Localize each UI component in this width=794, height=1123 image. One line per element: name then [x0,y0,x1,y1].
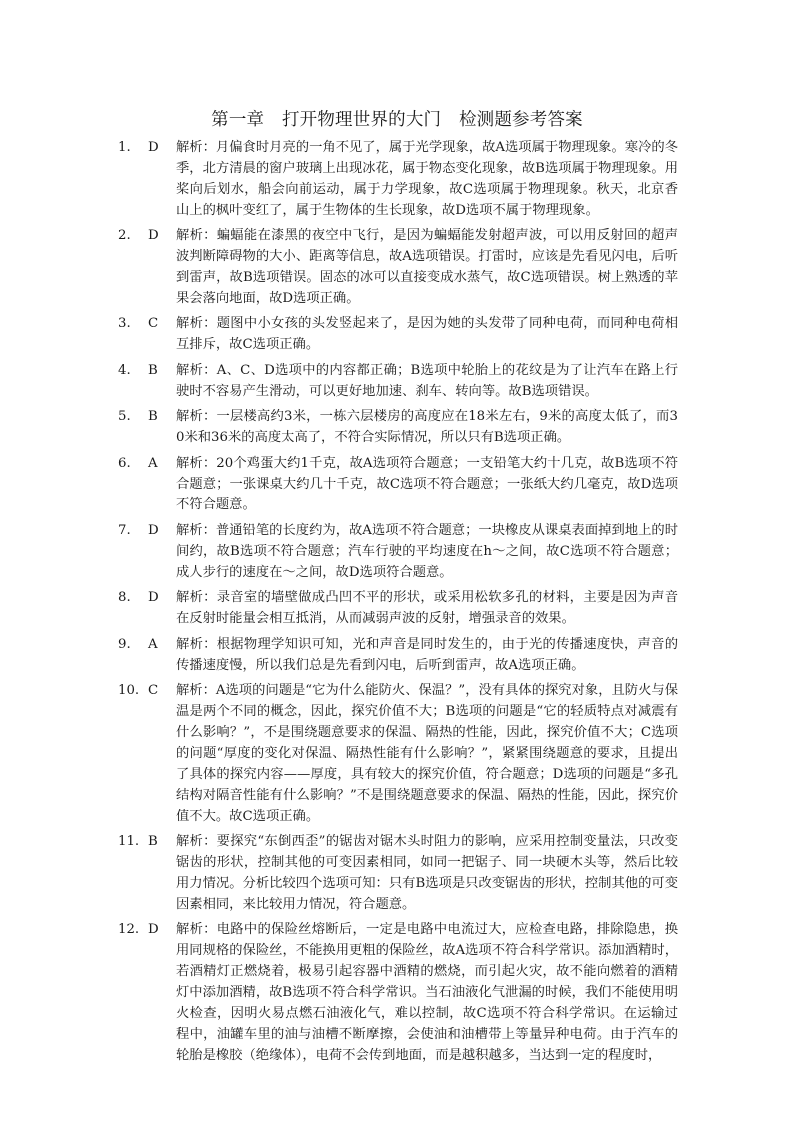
answer-item [118,361,678,403]
answer-number: 1. [118,140,131,155]
answer-explanation: 解析：题图中小女孩的头发竖起来了，是因为她的头发带了同种电荷，而同种电荷相互排斥，故C选项正确。 [176,316,678,353]
answer-item [118,226,678,310]
answer-choice: D [148,228,159,244]
answer-item [118,407,678,449]
answer-choice: D [148,522,159,538]
answer-item [118,138,678,222]
answer-explanation: 解析：电路中的保险丝熔断后，一定是电路中电流过大，应检查电路，排除隐患，换用同规格的保险丝，不能换用更粗的保险丝，故A选项不符合科学常识。添加酒精时，若酒精灯正燃烧着，极易引起容器中酒精的燃烧，而引起火灾，故不能向燃着的酒精灯中添加酒精，故B选项不符合科学常识。当石油液化气泄漏的时候，我们不能使用明火检查，因明火易点燃石油液化气，难以控制，故C选项不符合科学常识。在运输过程中，油罐车里的油与油槽不断摩擦，会使油和油槽带上等量异种电荷。由于汽车的轮胎是橡胶（绝缘体），电荷不会传到地面，而是越积越多，当达到一定的程度时， [176,922,678,1063]
answer-choice: B [148,362,158,378]
answer-choice: D [148,590,159,606]
answer-item [118,521,678,584]
answer-choice: D [148,922,159,938]
answer-number: 9. [118,636,131,652]
answer-item [118,681,678,827]
answer-choice: A [148,455,158,471]
answer-explanation: 解析：要探究“东倒西歪”的锯齿对锯木头时阻力的影响，应采用控制变量法，只改变锯齿的形状，控制其他的可变因素相同，如同一把锯子、同一块硬木头等，然后比较用力情况。分析比较四个选项可知：只有B选项是只改变锯齿的形状，控制其他的可变因素相同，来比较用力情况，符合题意。 [176,834,678,912]
answer-choice: C [148,316,159,332]
answer-list [118,138,678,1071]
answer-number: 8. [118,590,131,606]
answer-explanation: 解析：蝙蝠能在漆黑的夜空中飞行，是因为蝙蝠能发射超声波，可以用反射回的超声波判断障碍物的大小、距离等信息，故A选项错误。打雷时，应该是先看见闪电，后听到雷声，故B选项错误。固态的冰可以直接变成水蒸气，故C选项错误。树上熟透的苹果会落向地面，故D选项正确。 [176,228,678,306]
answer-explanation: 解析：录音室的墙壁做成凸凹不平的形状，或采用松软多孔的材料，主要是因为声音在反射时能量会相互抵消，从而减弱声波的反射，增强录音的效果。 [176,590,678,627]
answer-item [118,314,678,356]
answer-number: 2. [118,228,131,244]
answer-item [118,920,678,1066]
answer-number: 10. [118,683,140,699]
answer-item [118,635,678,677]
answer-explanation: 解析：一层楼高约3米，一栋六层楼房的高度应在18米左右，9米的高度太低了，而30米和36米的高度太高了，不符合实际情况，所以只有B选项正确。 [176,409,678,446]
answer-number: 5. [118,409,131,425]
answer-choice: B [148,409,158,425]
answer-item [118,454,678,517]
answer-explanation: 解析：根据物理学知识可知，光和声音是同时发生的，由于光的传播速度快，声音的传播速度慢，所以我们总是先看到闪电，后听到雷声，故A选项正确。 [176,636,678,673]
answer-number: 6. [118,455,131,471]
answer-number: 3. [118,316,131,332]
answer-explanation: 解析：月偏食时月亮的一角不见了，属于光学现象，故A选项属于物理现象。寒冷的冬季，北方清晨的窗户玻璃上出现冰花，属于物态变化现象，故B选项属于物理现象。用桨向后划水，船会向前运动，属于力学现象，故C选项属于物理现象。秋天，北京香山上的枫叶变红了，属于生物体的生长现象，故D选项不属于物理现象。 [176,140,678,218]
answer-choice: D [148,140,159,155]
answer-number: 12. [118,922,140,938]
answer-choice: B [148,834,158,850]
answer-explanation: 解析：20个鸡蛋大约1千克，故A选项符合题意；一支铅笔大约十几克，故B选项不符合题意；一张课桌大约几十千克，故C选项不符合题意；一张纸大约几毫克，故D选项不符合题意。 [176,455,678,513]
answer-choice: A [148,636,158,652]
answer-explanation: 解析：普通铅笔的长度约为，故A选项不符合题意；一块橡皮从课桌表面掉到地上的时间约，故B选项不符合题意；汽车行驶的平均速度在h～之间，故C选项不符合题意；成人步行的速度在～之间，故D选项符合题意。 [176,522,678,580]
answer-explanation: 解析：A选项的问题是“它为什么能防火、保温？”，没有具体的探究对象，且防火与保温是两个不同的概念，因此，探究价值不大；B选项的问题是“它的轻质特点对减震有什么影响？”，不是围绕题意要求的保温、隔热的性能，因此，探究价值不大；C选项的问题“厚度的变化对保温、隔热性能有什么影响？”，紧紧围绕题意的要求，且提出了具体的探究内容——厚度，具有较大的探究价值，符合题意；D选项的问题是“多孔结构对隔音性能有什么影响？”不是围绕题意要求的保温、隔热的性能，因此，探究价值不大。故C选项正确。 [176,683,678,824]
page-title: 第一章 打开物理世界的大门 检测题参考答案 [211,110,583,130]
answer-choice: C [148,683,159,699]
answer-explanation: 解析：A、C、D选项中的内容都正确；B选项中轮胎上的花纹是为了让汽车在路上行驶时不容易产生滑动，可以更好地加速、刹车、转向等。故B选项错误。 [176,362,678,399]
answer-number: 4. [118,362,131,378]
answer-number: 11. [118,834,140,850]
answer-number: 7. [118,522,131,538]
answer-item [118,832,678,916]
answer-item [118,588,678,630]
